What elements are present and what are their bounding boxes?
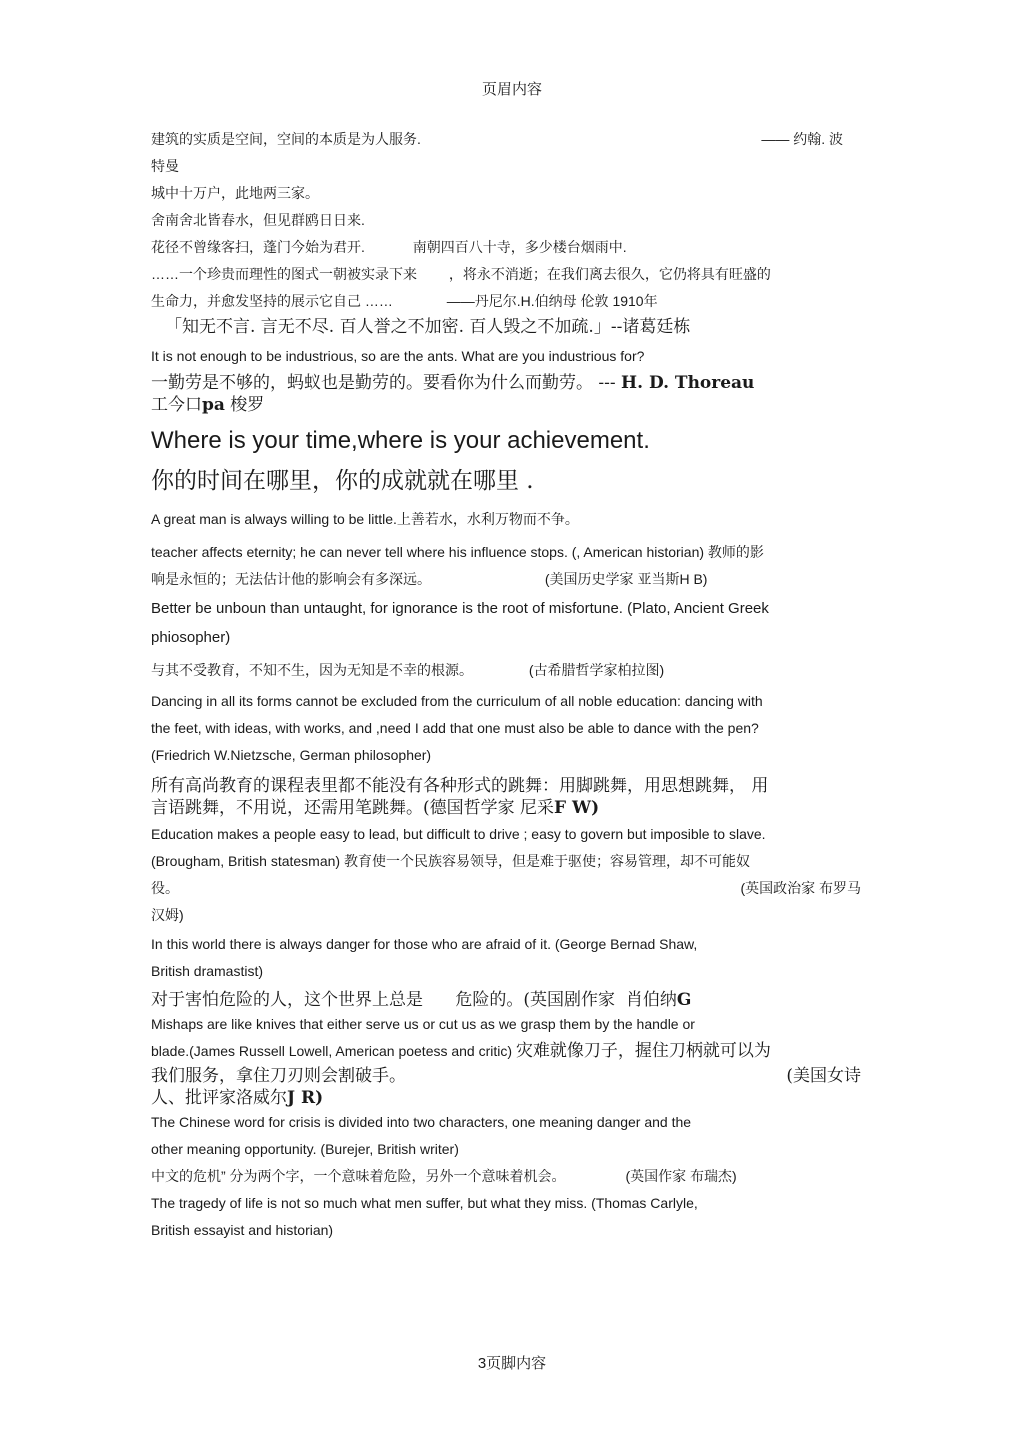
quote-line [151,126,861,153]
text-span: J R) [287,1088,324,1108]
quote-line: The tragedy of life is not so much what men suffer, but what they miss. (Thomas Carlyle, [151,1195,698,1211]
quote-line [151,288,861,315]
quote-line: Where is your time,where is your achievement. [151,427,650,454]
text-span: (古希腊哲学家柏拉图) [528,662,665,678]
quote-line [151,875,861,902]
quote-line [151,566,861,593]
text-span: 建筑的实质是空间，空间的本质是为人服务. [151,131,421,147]
text-span: 花径不曾缘客扫，蓬门今始为君开. [151,239,365,255]
quote-line: The Chinese word for crisis is divided into two characters, one meaning danger and the [151,1114,692,1130]
text-span: (美国女诗 [786,1066,861,1086]
text-span: pa [202,395,225,415]
quote-line [151,1163,861,1190]
text-span: (美国历史学家 亚当斯H B) [544,571,708,587]
text-span: 工今口 [151,395,202,415]
quote-line [151,797,861,819]
quote-line: Mishaps are like knives that either serve us or cut us as we grasp them by the handle or [151,1016,695,1032]
text-span: 人、批评家洛威尔 [151,1088,287,1108]
quote-line [151,657,861,684]
text-span: 灾难就像刀子，握住刀柄就可以为 [515,1041,771,1061]
quote-line [151,372,861,394]
text-span: (英国政治家 布罗马 [740,880,861,896]
text-span: 南朝四百八十寺，多少楼台烟雨中. [412,239,627,255]
text-span: 响是永恒的；无法估计他的影响会有多深远。 [151,571,431,587]
quote-line: Dancing in all its forms cannot be excluded from the curriculum of all noble education: dancing with [151,693,763,709]
quote-line: 特曼 [151,158,179,174]
quote-line: 汉姆) [151,907,184,923]
quote-line [151,394,861,416]
text-span: ——丹尼尔.H.伯纳母 伦敦 1910年 [446,293,658,309]
text-span: 对于害怕危险的人，这个世界上总是 危险的。(英国剧作家 肖伯纳 [151,990,677,1010]
text-span: —— 约翰. 波 [761,131,843,147]
quote-line: Better be unboun than untaught, for ignorance is the root of misfortune. (Plato, Ancient Greek [151,600,769,617]
text-span: ……一个珍贵而理性的图式一朝被实录下来 [151,266,417,282]
quote-line [151,261,861,288]
quote-line: Education makes a people easy to lead, but difficult to drive ; easy to govern but imposible to slave. [151,826,766,842]
quote-line: A great man is always willing to be little.上善若水，水利万物而不争。 [151,511,579,527]
quote-line: It is not enough to be industrious, so are the ants. What are you industrious for? [151,348,645,364]
quote-line: phiosopher) [151,629,231,646]
text-span: 梭罗 [224,395,265,415]
quote-line [151,989,861,1011]
quote-line: 城中十万户，此地两三家。 [151,185,319,201]
quote-line [151,1065,861,1087]
quote-line: 舍南舍北皆春水，但见群鸥日日来. [151,212,365,228]
text-span: 一勤劳是不够的，蚂蚁也是勤劳的。要看你为什么而勤劳。 --- [151,373,622,393]
text-span: ，将永不消逝；在我们离去很久，它仍将具有旺盛的 [448,266,771,282]
quote-line: other meaning opportunity. (Burejer, British writer) [151,1141,459,1157]
quote-line: British essayist and historian) [151,1222,334,1238]
document-body [151,126,861,1244]
text-span: 我们服务，拿住刀刃则会割破手。 [151,1066,406,1086]
quote-line: British dramastist) [151,963,264,979]
quote-line: the feet, with ideas, with works, and ,need I add that one must also be able to dance with the pen? [151,720,759,736]
text-span: 生命力，并愈发坚持的展示它自己 …… [151,293,393,309]
quote-line: In this world there is always danger for those who are afraid of it. (George Bernad Shaw, [151,936,698,952]
text-span: H. D. Thoreau [621,373,755,393]
text-span: G [676,990,692,1010]
quote-line: teacher affects eternity; he can never tell where his influence stops. (, American historian) 教师的影 [151,544,764,560]
text-span: 与其不受教育，不知不生，因为无知是不幸的根源。 [151,662,473,678]
quote-line: 所有高尚教育的课程表里都不能没有各种形式的跳舞：用脚跳舞，用思想跳舞， 用 [151,776,769,796]
text-span: 役。 [151,880,179,896]
page-footer: 3页脚内容 [477,1355,547,1372]
quote-line [151,1038,861,1065]
text-span: 言语跳舞，不用说，还需用笔跳舞。(德国哲学家 尼采 [151,798,555,818]
text-span: 中文的危机” 分为两个字，一个意味着危险，另外一个意味着机会。 [151,1168,566,1184]
quote-line [151,1087,861,1109]
quote-line: (Friedrich W.Nietzsche, German philosopher) [151,747,432,763]
quote-line [151,234,861,261]
page-header: 页眉内容 [481,81,542,98]
quote-line: 你的时间在哪里，你的成就就在哪里 . [151,468,534,494]
quote-line: (Brougham, British statesman) 教育使一个民族容易领导，但是难于驱使；容易管理，却不可能奴 [151,853,750,869]
text-span: blade.(James Russell Lowell, American poetess and critic) [151,1043,516,1059]
quote-line: 「知无不言. 言无不尽. 百人誉之不加密. 百人毁之不加疏.」--诸葛廷栋 [165,317,691,337]
text-span: F W) [554,798,600,818]
text-span: (英国作家 布瑞杰) [625,1168,737,1184]
